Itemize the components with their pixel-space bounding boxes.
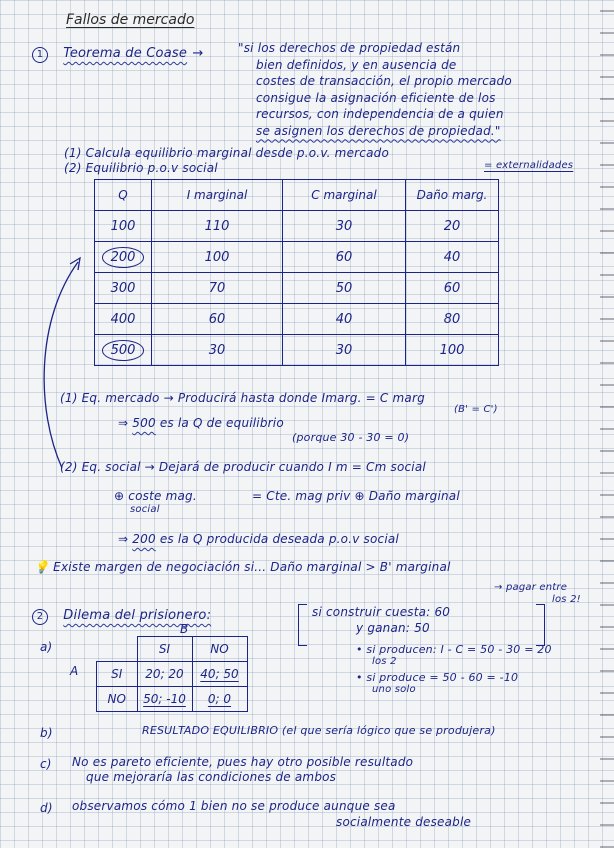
section-number: 1 <box>32 47 48 63</box>
circled-value: 500 <box>102 340 145 361</box>
payoff-row <box>97 687 248 712</box>
prisoner-dilemma-heading: Dilema del prisionero: <box>63 608 212 623</box>
table-cell: 30 <box>152 335 283 366</box>
table-cell: 100 <box>406 335 499 366</box>
eq-social-line: (2) Eq. social → Dejará de producir cuando I m = Cm social <box>60 460 426 474</box>
arrow-icon: ⇒ <box>118 532 133 546</box>
table-cell: 40 <box>283 304 406 335</box>
header-dano-marginal: Daño marg. <box>406 180 499 211</box>
item-d-label: d) <box>40 801 53 815</box>
plus-circle-icon: ⊕ <box>114 489 129 503</box>
item-b-text: RESULTADO EQUILIBRIO (el que sería lógico que se produjera) <box>142 724 496 737</box>
eq-social-cost-row <box>114 489 197 503</box>
payoff-col-header: NO <box>192 637 247 662</box>
table-cell: 100 <box>152 242 283 273</box>
table-cell: 300 <box>95 273 152 304</box>
table-cell <box>95 242 152 273</box>
notebook-spiral <box>600 0 614 848</box>
payoff-header-row <box>97 637 248 662</box>
bracket-left <box>298 604 307 646</box>
circled-value: 200 <box>102 247 145 268</box>
payoff-row <box>97 662 248 687</box>
table-cell: 30 <box>283 211 406 242</box>
payoff-corner <box>97 637 138 662</box>
table-cell: 80 <box>406 304 499 335</box>
bracket-right <box>536 604 545 646</box>
cost-line: si construir cuesta: 60 <box>312 605 451 619</box>
header-c-marginal: C marginal <box>283 180 406 211</box>
curved-arrow-icon <box>30 240 100 480</box>
negotiation-text: Existe margen de negociación si... Daño marginal > B' marginal <box>53 560 451 574</box>
coase-quote <box>238 40 512 139</box>
payoff-cell: 50; -10 <box>137 687 192 712</box>
payoff-cell: 0; 0 <box>192 687 247 712</box>
table-cell: 20 <box>406 211 499 242</box>
negotiation-row <box>34 560 451 574</box>
calc-both: • si producen: I - C = 50 - 30 = 20 <box>356 643 552 656</box>
table-row <box>95 304 499 335</box>
gain-line: y ganan: 50 <box>356 621 430 635</box>
table-header-row <box>95 180 499 211</box>
item-a-label: a) <box>40 640 53 654</box>
task-2: (2) Equilibrio p.o.v social <box>64 161 218 175</box>
page-title: Fallos de mercado <box>66 12 195 28</box>
externalities-note: = externalidades <box>484 160 574 171</box>
quote-line: bien definidos, y en ausencia de <box>256 57 457 72</box>
table-row <box>95 211 499 242</box>
marginal-table <box>94 179 499 366</box>
player-b-label: B <box>180 622 189 636</box>
item-d-text: socialmente deseable <box>336 815 472 829</box>
section-1-heading-row <box>32 42 203 63</box>
payoff-matrix <box>96 636 248 712</box>
calc-one: • si produce = 50 - 60 = -10 <box>356 671 519 684</box>
payoff-cell: 20; 20 <box>137 662 192 687</box>
table-cell <box>95 335 152 366</box>
lightbulb-icon: 💡 <box>34 560 54 574</box>
section-number: 2 <box>32 609 48 625</box>
market-result-text: es la Q de equilibrio <box>159 416 284 430</box>
player-a-label: A <box>70 664 79 678</box>
payoff-col-header: SI <box>137 637 192 662</box>
negotiation-note: los 2! <box>552 594 581 605</box>
market-quantity: 500 <box>132 416 156 430</box>
social-cost-formula: = Cte. mag priv ⊕ Daño marginal <box>252 489 460 503</box>
calc-both-sub: los 2 <box>372 656 397 667</box>
table-cell: 60 <box>283 242 406 273</box>
eq-market-reason: (porque 30 - 30 = 0) <box>292 431 410 444</box>
social-quantity: 200 <box>132 532 156 546</box>
header-i-marginal: I marginal <box>152 180 283 211</box>
payoff-row-header: SI <box>97 662 138 687</box>
table-row <box>95 273 499 304</box>
table-cell: 50 <box>283 273 406 304</box>
social-cost-sublabel: social <box>130 504 160 515</box>
table-cell: 110 <box>152 211 283 242</box>
quote-line: "si los derechos de propiedad están <box>238 41 461 55</box>
item-b-label: b) <box>40 726 53 740</box>
table-cell: 40 <box>406 242 499 273</box>
coase-heading: Teorema de Coase <box>63 46 188 61</box>
arrow-icon: ⇒ <box>118 416 133 430</box>
quote-line: costes de transacción, el propio mercado <box>256 74 512 88</box>
eq-social-result <box>118 532 399 546</box>
quote-line: se asignen los derechos de propiedad." <box>256 123 501 138</box>
table-cell: 100 <box>95 211 152 242</box>
table-cell: 60 <box>152 304 283 335</box>
calc-one-sub: uno solo <box>372 684 416 695</box>
payoff-cell: 40; 50 <box>192 662 247 687</box>
social-result-text: es la Q producida deseada p.o.v social <box>159 532 399 546</box>
arrow-icon: → <box>192 46 204 61</box>
table-row <box>95 242 499 273</box>
eq-market-line: (1) Eq. mercado → Producirá hasta donde Imarg. = C marg <box>60 391 425 405</box>
table-cell: 70 <box>152 273 283 304</box>
table-cell: 60 <box>406 273 499 304</box>
table-row <box>95 335 499 366</box>
header-q: Q <box>95 180 152 211</box>
eq-market-condition: (B' = C') <box>454 404 498 415</box>
item-c-text: No es pareto eficiente, pues hay otro posible resultado <box>72 755 414 769</box>
item-c-text: que mejoraría las condiciones de ambos <box>86 770 337 784</box>
social-cost-label: coste mag. <box>128 489 197 503</box>
task-1: (1) Calcula equilibrio marginal desde p.o.v. mercado <box>64 146 389 160</box>
item-c-label: c) <box>40 757 52 771</box>
table-cell: 30 <box>283 335 406 366</box>
quote-line: recursos, con independencia de a quien <box>256 107 504 121</box>
item-d-text: observamos cómo 1 bien no se produce aunque sea <box>72 799 396 813</box>
quote-line: consigue la asignación eficiente de los <box>256 90 496 105</box>
negotiation-note: → pagar entre <box>494 582 568 593</box>
payoff-row-header: NO <box>97 687 138 712</box>
eq-market-result <box>118 416 284 430</box>
table-cell: 400 <box>95 304 152 335</box>
